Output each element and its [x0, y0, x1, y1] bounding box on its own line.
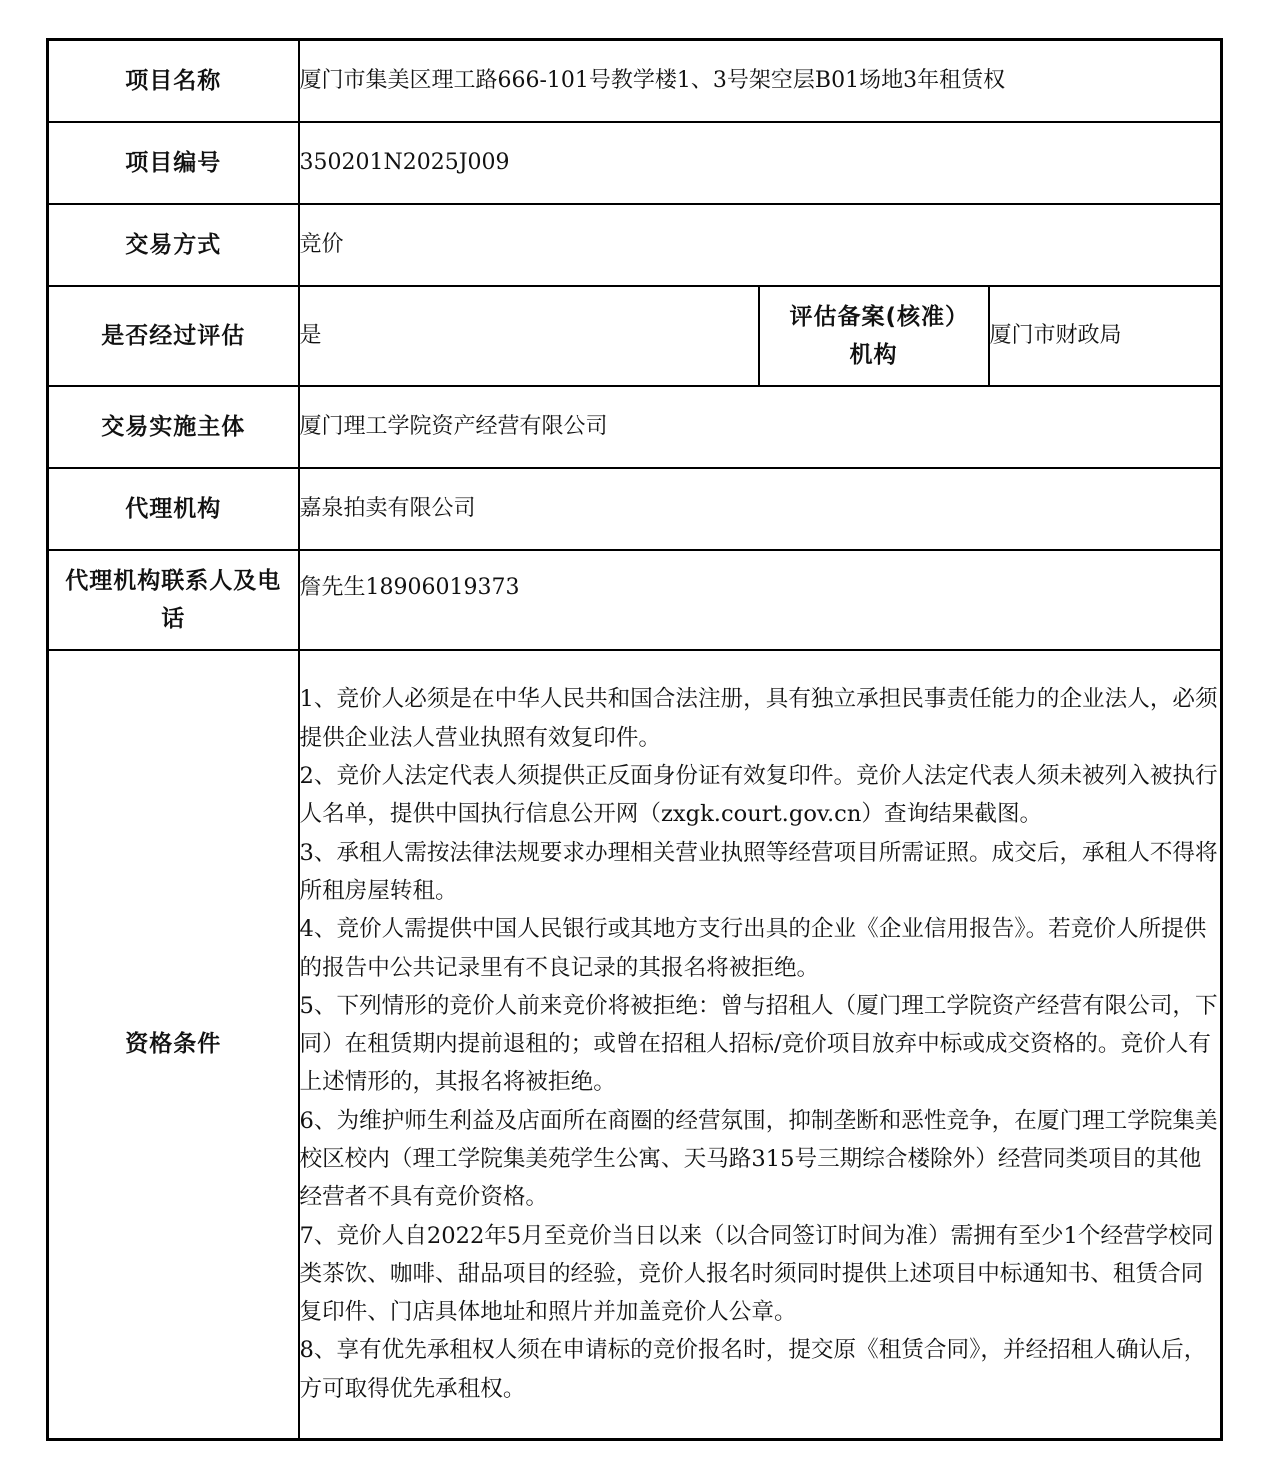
- trade-method-label: 交易方式: [48, 204, 299, 286]
- qualification-item: 1、竞价人必须是在中华人民共和国合法注册，具有独立承担民事责任能力的企业法人，必须提供企业法人营业执照有效复印件。: [299, 686, 1218, 751]
- project-name-value: 厦门市集美区理工路666-101号教学楼1、3号架空层B01场地3年租赁权: [299, 40, 1222, 122]
- project-number-label: 项目编号: [48, 122, 299, 204]
- qualification-item: 2、竞价人法定代表人须提供正反面身份证有效复印件。竞价人法定代表人须未被列入被执行人名单，提供中国执行信息公开网（zxgk.court.gov.cn）查询结果截图。: [299, 763, 1218, 828]
- agency-contact-value: 詹先生18906019373: [299, 550, 1222, 650]
- trade-method-value: 竞价: [299, 204, 1222, 286]
- qualification-item: 7、竞价人自2022年5月至竞价当日以来（以合同签订时间为准）需拥有至少1个经营学校同类茶饮、咖啡、甜品项目的经验，竞价人报名时须同时提供上述项目中标通知书、租赁合同复印件、门店具体地址和照片并加盖竞价人公章。: [299, 1222, 1214, 1326]
- evaluated-value: 是: [299, 286, 759, 386]
- row-trade-method: [48, 204, 1222, 286]
- row-project-number: [48, 122, 1222, 204]
- evaluated-label: 是否经过评估: [48, 286, 299, 386]
- qualification-item: 6、为维护师生利益及店面所在商圈的经营氛围，抑制垄断和恶性竞争，在厦门理工学院集美校区校内（理工学院集美苑学生公寓、天马路315号三期综合楼除外）经营同类项目的其他经营者不具有竞价资格。: [299, 1107, 1218, 1211]
- row-qualifications: [48, 650, 1222, 1440]
- agency-contact-label: 代理机构联系人及电话: [48, 550, 299, 650]
- project-info-table: [46, 38, 1223, 1441]
- qualifications-list: [299, 650, 1222, 1440]
- qualifications-label: 资格条件: [48, 650, 299, 1440]
- row-implementer: [48, 386, 1222, 468]
- row-project-name: [48, 40, 1222, 122]
- qualification-item: 4、竞价人需提供中国人民银行或其地方支行出具的企业《企业信用报告》。若竞价人所提供的报告中公共记录里有不良记录的其报名将被拒绝。: [299, 916, 1207, 981]
- project-number-value: 350201N2025J009: [299, 122, 1222, 204]
- qualification-item: 3、承租人需按法律法规要求办理相关营业执照等经营项目所需证照。成交后，承租人不得将所租房屋转租。: [299, 839, 1218, 904]
- row-agency-contact: [48, 550, 1222, 650]
- implementer-value: 厦门理工学院资产经营有限公司: [299, 386, 1222, 468]
- project-name-label: 项目名称: [48, 40, 299, 122]
- filing-agency-label: 评估备案(核准）机构: [759, 286, 989, 386]
- filing-agency-value: 厦门市财政局: [989, 286, 1222, 386]
- row-evaluated: [48, 286, 1222, 386]
- qualification-item: 5、下列情形的竞价人前来竞价将被拒绝：曾与招租人（厦门理工学院资产经营有限公司，下同）在租赁期内提前退租的；或曾在招租人招标/竞价项目放弃中标或成交资格的。竞价人有上述情形的，其报名将被拒绝。: [299, 992, 1218, 1096]
- agency-value: 嘉泉拍卖有限公司: [299, 468, 1222, 550]
- implementer-label: 交易实施主体: [48, 386, 299, 468]
- agency-label: 代理机构: [48, 468, 299, 550]
- row-agency: [48, 468, 1222, 550]
- qualification-item: 8、享有优先承租权人须在申请标的竞价报名时，提交原《租赁合同》，并经招租人确认后，方可取得优先承租权。: [299, 1337, 1207, 1402]
